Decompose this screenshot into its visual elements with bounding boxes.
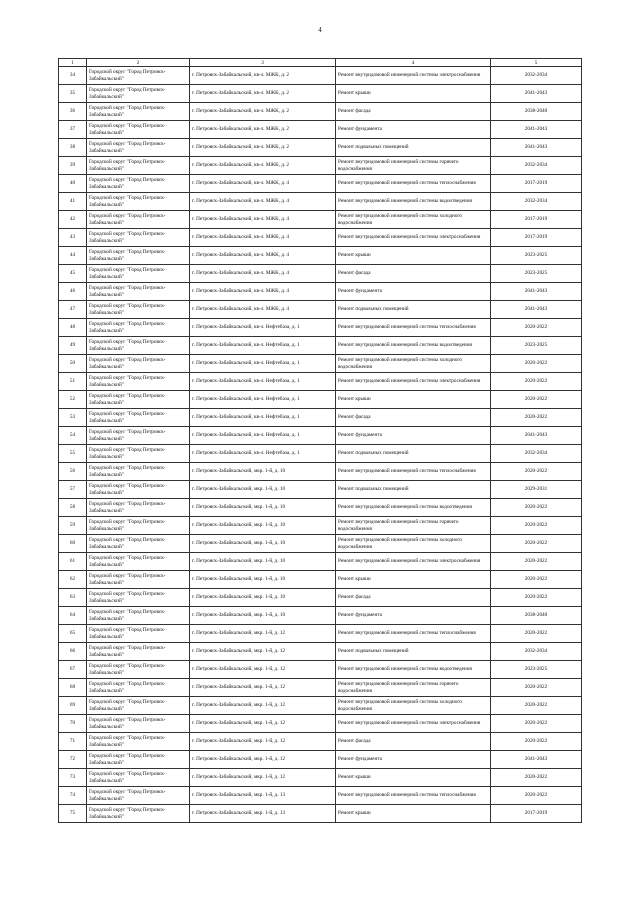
municipality-cell: Городской округ "Город Петровск-Забайкальский" <box>87 175 190 193</box>
address-cell: г. Петровск-Забайкальский, кв-л. МЖК, д. 4 <box>190 301 336 319</box>
table-row <box>59 661 582 679</box>
address-cell: г. Петровск-Забайкальский, мкр. 1-й, д. 10 <box>190 517 336 535</box>
address-cell: г. Петровск-Забайкальский, мкр. 1-й, д. 10 <box>190 607 336 625</box>
address-cell: г. Петровск-Забайкальский, мкр. 1-й, д. 12 <box>190 769 336 787</box>
address-cell: г. Петровск-Забайкальский, мкр. 1-й, д. 12 <box>190 661 336 679</box>
table-row <box>59 409 582 427</box>
work-type-cell: Ремонт фасада <box>336 265 491 283</box>
row-number-cell: 56 <box>59 463 87 481</box>
table-row <box>59 373 582 391</box>
row-number-cell: 66 <box>59 643 87 661</box>
address-cell: г. Петровск-Забайкальский, кв-л. Нефтебаза, д. 1 <box>190 337 336 355</box>
address-cell: г. Петровск-Забайкальский, кв-л. МЖК, д. 2 <box>190 121 336 139</box>
municipality-cell: Городской округ "Город Петровск-Забайкальский" <box>87 427 190 445</box>
period-cell: 2020-2022 <box>491 319 582 337</box>
period-cell: 2020-2022 <box>491 535 582 553</box>
work-type-cell: Ремонт внутридомовой инженерной системы теплоснабжения <box>336 175 491 193</box>
period-cell: 2041-2043 <box>491 121 582 139</box>
row-number-cell: 52 <box>59 391 87 409</box>
work-type-cell: Ремонт внутридомовой инженерной системы водоотведения <box>336 499 491 517</box>
address-cell: г. Петровск-Забайкальский, мкр. 1-й, д. 12 <box>190 679 336 697</box>
period-cell: 2032-2034 <box>491 67 582 85</box>
address-cell: г. Петровск-Забайкальский, кв-л. Нефтебаза, д. 1 <box>190 409 336 427</box>
municipality-cell: Городской округ "Город Петровск-Забайкальский" <box>87 121 190 139</box>
row-number-cell: 71 <box>59 733 87 751</box>
municipality-cell: Городской округ "Город Петровск-Забайкальский" <box>87 67 190 85</box>
table-row <box>59 445 582 463</box>
municipality-cell: Городской округ "Город Петровск-Забайкальский" <box>87 805 190 823</box>
row-number-cell: 35 <box>59 85 87 103</box>
row-number-cell: 69 <box>59 697 87 715</box>
address-cell: г. Петровск-Забайкальский, кв-л. МЖК, д. 4 <box>190 229 336 247</box>
row-number-cell: 68 <box>59 679 87 697</box>
period-cell: 2032-2034 <box>491 193 582 211</box>
address-cell: г. Петровск-Забайкальский, кв-л. МЖК, д. 4 <box>190 283 336 301</box>
period-cell: 2029-2031 <box>491 481 582 499</box>
municipality-cell: Городской округ "Город Петровск-Забайкальский" <box>87 229 190 247</box>
table-row <box>59 337 582 355</box>
address-cell: г. Петровск-Забайкальский, мкр. 1-й, д. 13 <box>190 787 336 805</box>
address-cell: г. Петровск-Забайкальский, мкр. 1-й, д. 12 <box>190 625 336 643</box>
period-cell: 2023-2025 <box>491 247 582 265</box>
period-cell: 2020-2022 <box>491 679 582 697</box>
work-type-cell: Ремонт крыши <box>336 247 491 265</box>
table-row <box>59 211 582 229</box>
column-number-row <box>59 59 582 67</box>
period-cell: 2041-2043 <box>491 751 582 769</box>
table-row <box>59 571 582 589</box>
address-cell: г. Петровск-Забайкальский, кв-л. Нефтебаза, д. 1 <box>190 391 336 409</box>
period-cell: 2032-2034 <box>491 445 582 463</box>
table-row <box>59 85 582 103</box>
address-cell: г. Петровск-Забайкальский, кв-л. Нефтебаза, д. 1 <box>190 319 336 337</box>
work-type-cell: Ремонт фасада <box>336 103 491 121</box>
address-cell: г. Петровск-Забайкальский, мкр. 1-й, д. 10 <box>190 535 336 553</box>
work-type-cell: Ремонт внутридомовой инженерной системы теплоснабжения <box>336 319 491 337</box>
work-type-cell: Ремонт внутридомовой инженерной системы электроснабжения <box>336 715 491 733</box>
work-type-cell: Ремонт фундамента <box>336 751 491 769</box>
period-cell: 2020-2022 <box>491 517 582 535</box>
table-row <box>59 355 582 373</box>
table-row <box>59 121 582 139</box>
row-number-cell: 59 <box>59 517 87 535</box>
row-number-cell: 51 <box>59 373 87 391</box>
municipality-cell: Городской округ "Город Петровск-Забайкальский" <box>87 337 190 355</box>
work-type-cell: Ремонт внутридомовой инженерной системы электроснабжения <box>336 67 491 85</box>
table-row <box>59 697 582 715</box>
table-row <box>59 319 582 337</box>
row-number-cell: 41 <box>59 193 87 211</box>
municipality-cell: Городской округ "Город Петровск-Забайкальский" <box>87 211 190 229</box>
row-number-cell: 72 <box>59 751 87 769</box>
row-number-cell: 37 <box>59 121 87 139</box>
table-row <box>59 553 582 571</box>
address-cell: г. Петровск-Забайкальский, кв-л. МЖК, д. 2 <box>190 67 336 85</box>
municipality-cell: Городской округ "Город Петровск-Забайкальский" <box>87 355 190 373</box>
row-number-cell: 67 <box>59 661 87 679</box>
municipality-cell: Городской округ "Город Петровск-Забайкальский" <box>87 697 190 715</box>
row-number-cell: 34 <box>59 67 87 85</box>
table-row <box>59 607 582 625</box>
work-type-cell: Ремонт крыши <box>336 769 491 787</box>
work-type-cell: Ремонт внутридомовой инженерной системы холодного водоснабжения <box>336 697 491 715</box>
period-cell: 2017-2019 <box>491 211 582 229</box>
work-type-cell: Ремонт внутридомовой инженерной системы холодного водоснабжения <box>336 211 491 229</box>
work-type-cell: Ремонт внутридомовой инженерной системы горячего водоснабжения <box>336 157 491 175</box>
period-cell: 2023-2025 <box>491 337 582 355</box>
municipality-cell: Городской округ "Город Петровск-Забайкальский" <box>87 481 190 499</box>
work-type-cell: Ремонт подвальных помещений <box>336 481 491 499</box>
period-cell: 2020-2022 <box>491 463 582 481</box>
table-row <box>59 787 582 805</box>
row-number-cell: 75 <box>59 805 87 823</box>
period-cell: 2032-2034 <box>491 643 582 661</box>
period-cell: 2020-2022 <box>491 715 582 733</box>
row-number-cell: 50 <box>59 355 87 373</box>
address-cell: г. Петровск-Забайкальский, кв-л. Нефтебаза, д. 1 <box>190 373 336 391</box>
table-row <box>59 481 582 499</box>
row-number-cell: 39 <box>59 157 87 175</box>
column-number: 2 <box>87 59 190 67</box>
table-row <box>59 517 582 535</box>
column-number: 1 <box>59 59 87 67</box>
municipality-cell: Городской округ "Город Петровск-Забайкальский" <box>87 373 190 391</box>
table-row <box>59 769 582 787</box>
period-cell: 2020-2022 <box>491 373 582 391</box>
work-type-cell: Ремонт подвальных помещений <box>336 301 491 319</box>
table-row <box>59 589 582 607</box>
municipality-cell: Городской округ "Город Петровск-Забайкальский" <box>87 157 190 175</box>
address-cell: г. Петровск-Забайкальский, мкр. 1-й, д. 10 <box>190 481 336 499</box>
work-type-cell: Ремонт внутридомовой инженерной системы теплоснабжения <box>336 463 491 481</box>
address-cell: г. Петровск-Забайкальский, кв-л. МЖК, д. 2 <box>190 139 336 157</box>
municipality-cell: Городской округ "Город Петровск-Забайкальский" <box>87 589 190 607</box>
work-type-cell: Ремонт фундамента <box>336 283 491 301</box>
municipality-cell: Городской округ "Город Петровск-Забайкальский" <box>87 535 190 553</box>
table-body <box>59 67 582 823</box>
address-cell: г. Петровск-Забайкальский, мкр. 1-й, д. 12 <box>190 751 336 769</box>
repair-schedule-table <box>58 58 582 823</box>
work-type-cell: Ремонт фундамента <box>336 121 491 139</box>
period-cell: 2038-2040 <box>491 607 582 625</box>
work-type-cell: Ремонт внутридомовой инженерной системы теплоснабжения <box>336 625 491 643</box>
address-cell: г. Петровск-Забайкальский, мкр. 1-й, д. 10 <box>190 553 336 571</box>
row-number-cell: 36 <box>59 103 87 121</box>
municipality-cell: Городской округ "Город Петровск-Забайкальский" <box>87 391 190 409</box>
municipality-cell: Городской округ "Город Петровск-Забайкальский" <box>87 499 190 517</box>
address-cell: г. Петровск-Забайкальский, мкр. 1-й, д. 10 <box>190 499 336 517</box>
table-row <box>59 103 582 121</box>
address-cell: г. Петровск-Забайкальский, мкр. 1-й, д. 10 <box>190 571 336 589</box>
work-type-cell: Ремонт внутридомовой инженерной системы электроснабжения <box>336 229 491 247</box>
period-cell: 2020-2022 <box>491 391 582 409</box>
municipality-cell: Городской округ "Город Петровск-Забайкальский" <box>87 409 190 427</box>
work-type-cell: Ремонт подвальных помещений <box>336 139 491 157</box>
table-row <box>59 157 582 175</box>
work-type-cell: Ремонт крыши <box>336 805 491 823</box>
table-row <box>59 283 582 301</box>
municipality-cell: Городской округ "Город Петровск-Забайкальский" <box>87 139 190 157</box>
table-row <box>59 643 582 661</box>
row-number-cell: 38 <box>59 139 87 157</box>
work-type-cell: Ремонт фундамента <box>336 607 491 625</box>
row-number-cell: 73 <box>59 769 87 787</box>
row-number-cell: 57 <box>59 481 87 499</box>
work-type-cell: Ремонт внутридомовой инженерной системы электроснабжения <box>336 553 491 571</box>
period-cell: 2020-2022 <box>491 697 582 715</box>
period-cell: 2041-2043 <box>491 427 582 445</box>
municipality-cell: Городской округ "Город Петровск-Забайкальский" <box>87 769 190 787</box>
work-type-cell: Ремонт внутридомовой инженерной системы холодного водоснабжения <box>336 355 491 373</box>
address-cell: г. Петровск-Забайкальский, кв-л. Нефтебаза, д. 1 <box>190 427 336 445</box>
address-cell: г. Петровск-Забайкальский, кв-л. МЖК, д. 2 <box>190 157 336 175</box>
address-cell: г. Петровск-Забайкальский, кв-л. Нефтебаза, д. 1 <box>190 355 336 373</box>
address-cell: г. Петровск-Забайкальский, мкр. 1-й, д. 10 <box>190 589 336 607</box>
table-row <box>59 751 582 769</box>
period-cell: 2041-2043 <box>491 85 582 103</box>
work-type-cell: Ремонт фасада <box>336 409 491 427</box>
table-row <box>59 229 582 247</box>
work-type-cell: Ремонт фасада <box>336 733 491 751</box>
table-row <box>59 247 582 265</box>
period-cell: 2023-2025 <box>491 661 582 679</box>
address-cell: г. Петровск-Забайкальский, кв-л. МЖК, д. 4 <box>190 247 336 265</box>
row-number-cell: 45 <box>59 265 87 283</box>
row-number-cell: 47 <box>59 301 87 319</box>
row-number-cell: 49 <box>59 337 87 355</box>
municipality-cell: Городской округ "Город Петровск-Забайкальский" <box>87 319 190 337</box>
table-row <box>59 67 582 85</box>
municipality-cell: Городской округ "Город Петровск-Забайкальский" <box>87 571 190 589</box>
address-cell: г. Петровск-Забайкальский, мкр. 1-й, д. 10 <box>190 463 336 481</box>
period-cell: 2020-2022 <box>491 409 582 427</box>
row-number-cell: 43 <box>59 229 87 247</box>
period-cell: 2017-2019 <box>491 229 582 247</box>
work-type-cell: Ремонт подвальных помещений <box>336 643 491 661</box>
address-cell: г. Петровск-Забайкальский, кв-л. МЖК, д. 4 <box>190 175 336 193</box>
page-number: 4 <box>318 26 322 34</box>
table-row <box>59 625 582 643</box>
table-row <box>59 175 582 193</box>
row-number-cell: 48 <box>59 319 87 337</box>
address-cell: г. Петровск-Забайкальский, мкр. 1-й, д. 13 <box>190 805 336 823</box>
row-number-cell: 58 <box>59 499 87 517</box>
work-type-cell: Ремонт фундамента <box>336 427 491 445</box>
municipality-cell: Городской округ "Город Петровск-Забайкальский" <box>87 283 190 301</box>
work-type-cell: Ремонт крыши <box>336 571 491 589</box>
work-type-cell: Ремонт внутридомовой инженерной системы горячего водоснабжения <box>336 679 491 697</box>
period-cell: 2020-2022 <box>491 553 582 571</box>
municipality-cell: Городской округ "Город Петровск-Забайкальский" <box>87 715 190 733</box>
table-row <box>59 733 582 751</box>
address-cell: г. Петровск-Забайкальский, мкр. 1-й, д. 12 <box>190 697 336 715</box>
row-number-cell: 46 <box>59 283 87 301</box>
period-cell: 2020-2022 <box>491 625 582 643</box>
address-cell: г. Петровск-Забайкальский, кв-л. МЖК, д. 4 <box>190 193 336 211</box>
work-type-cell: Ремонт внутридомовой инженерной системы горячего водоснабжения <box>336 517 491 535</box>
column-number: 4 <box>336 59 491 67</box>
municipality-cell: Городской округ "Город Петровск-Забайкальский" <box>87 193 190 211</box>
address-cell: г. Петровск-Забайкальский, кв-л. МЖК, д. 2 <box>190 85 336 103</box>
address-cell: г. Петровск-Забайкальский, мкр. 1-й, д. 12 <box>190 643 336 661</box>
row-number-cell: 42 <box>59 211 87 229</box>
row-number-cell: 60 <box>59 535 87 553</box>
work-type-cell: Ремонт внутридомовой инженерной системы водоотведения <box>336 337 491 355</box>
table-row <box>59 265 582 283</box>
work-type-cell: Ремонт внутридомовой инженерной системы водоотведения <box>336 193 491 211</box>
table-row <box>59 139 582 157</box>
row-number-cell: 54 <box>59 427 87 445</box>
municipality-cell: Городской округ "Город Петровск-Забайкальский" <box>87 607 190 625</box>
municipality-cell: Городской округ "Город Петровск-Забайкальский" <box>87 463 190 481</box>
work-type-cell: Ремонт внутридомовой инженерной системы водоотведения <box>336 661 491 679</box>
period-cell: 2041-2043 <box>491 139 582 157</box>
period-cell: 2020-2022 <box>491 787 582 805</box>
work-type-cell: Ремонт крыши <box>336 391 491 409</box>
period-cell: 2038-2040 <box>491 103 582 121</box>
work-type-cell: Ремонт внутридомовой инженерной системы теплоснабжения <box>336 787 491 805</box>
municipality-cell: Городской округ "Город Петровск-Забайкальский" <box>87 661 190 679</box>
work-type-cell: Ремонт фасада <box>336 589 491 607</box>
period-cell: 2041-2043 <box>491 301 582 319</box>
table-row <box>59 499 582 517</box>
row-number-cell: 63 <box>59 589 87 607</box>
work-type-cell: Ремонт подвальных помещений <box>336 445 491 463</box>
row-number-cell: 64 <box>59 607 87 625</box>
column-number: 3 <box>190 59 336 67</box>
period-cell: 2020-2022 <box>491 769 582 787</box>
municipality-cell: Городской округ "Город Петровск-Забайкальский" <box>87 247 190 265</box>
row-number-cell: 40 <box>59 175 87 193</box>
period-cell: 2041-2043 <box>491 283 582 301</box>
municipality-cell: Городской округ "Город Петровск-Забайкальский" <box>87 625 190 643</box>
municipality-cell: Городской округ "Город Петровск-Забайкальский" <box>87 517 190 535</box>
period-cell: 2017-2019 <box>491 805 582 823</box>
period-cell: 2020-2022 <box>491 589 582 607</box>
period-cell: 2020-2022 <box>491 571 582 589</box>
address-cell: г. Петровск-Забайкальский, мкр. 1-й, д. 12 <box>190 733 336 751</box>
municipality-cell: Городской округ "Город Петровск-Забайкальский" <box>87 679 190 697</box>
municipality-cell: Городской округ "Город Петровск-Забайкальский" <box>87 733 190 751</box>
municipality-cell: Городской округ "Город Петровск-Забайкальский" <box>87 301 190 319</box>
work-type-cell: Ремонт внутридомовой инженерной системы электроснабжения <box>336 373 491 391</box>
period-cell: 2020-2022 <box>491 355 582 373</box>
period-cell: 2032-2034 <box>491 157 582 175</box>
row-number-cell: 74 <box>59 787 87 805</box>
municipality-cell: Городской округ "Город Петровск-Забайкальский" <box>87 787 190 805</box>
address-cell: г. Петровск-Забайкальский, кв-л. МЖК, д. 4 <box>190 211 336 229</box>
period-cell: 2017-2019 <box>491 175 582 193</box>
table-row <box>59 805 582 823</box>
municipality-cell: Городской округ "Город Петровск-Забайкальский" <box>87 85 190 103</box>
municipality-cell: Городской округ "Город Петровск-Забайкальский" <box>87 103 190 121</box>
row-number-cell: 61 <box>59 553 87 571</box>
row-number-cell: 70 <box>59 715 87 733</box>
address-cell: г. Петровск-Забайкальский, мкр. 1-й, д. 12 <box>190 715 336 733</box>
municipality-cell: Городской округ "Город Петровск-Забайкальский" <box>87 751 190 769</box>
municipality-cell: Городской округ "Город Петровск-Забайкальский" <box>87 445 190 463</box>
address-cell: г. Петровск-Забайкальский, кв-л. Нефтебаза, д. 1 <box>190 445 336 463</box>
row-number-cell: 53 <box>59 409 87 427</box>
municipality-cell: Городской округ "Город Петровск-Забайкальский" <box>87 553 190 571</box>
municipality-cell: Городской округ "Город Петровск-Забайкальский" <box>87 265 190 283</box>
table-row <box>59 391 582 409</box>
period-cell: 2020-2022 <box>491 733 582 751</box>
address-cell: г. Петровск-Забайкальский, кв-л. МЖК, д. 4 <box>190 265 336 283</box>
table-row <box>59 301 582 319</box>
table-row <box>59 427 582 445</box>
table-row <box>59 715 582 733</box>
row-number-cell: 44 <box>59 247 87 265</box>
table-row <box>59 193 582 211</box>
work-type-cell: Ремонт крыши <box>336 85 491 103</box>
address-cell: г. Петровск-Забайкальский, кв-л. МЖК, д. 2 <box>190 103 336 121</box>
work-type-cell: Ремонт внутридомовой инженерной системы холодного водоснабжения <box>336 535 491 553</box>
row-number-cell: 62 <box>59 571 87 589</box>
table-row <box>59 463 582 481</box>
period-cell: 2023-2025 <box>491 265 582 283</box>
municipality-cell: Городской округ "Город Петровск-Забайкальский" <box>87 643 190 661</box>
period-cell: 2020-2022 <box>491 499 582 517</box>
row-number-cell: 55 <box>59 445 87 463</box>
column-number: 5 <box>491 59 582 67</box>
row-number-cell: 65 <box>59 625 87 643</box>
table-row <box>59 535 582 553</box>
table-row <box>59 679 582 697</box>
